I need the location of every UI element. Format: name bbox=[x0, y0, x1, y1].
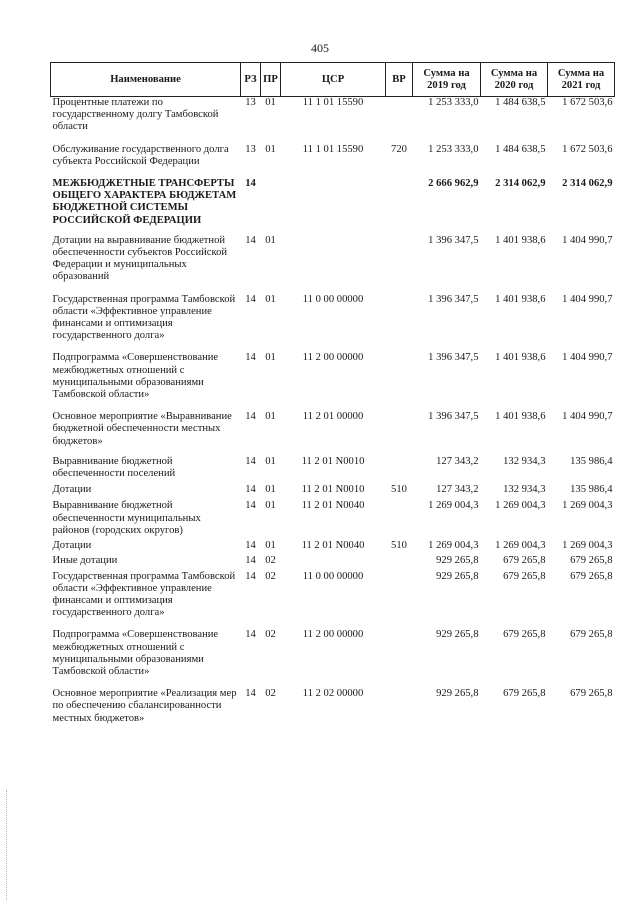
cell-vr bbox=[386, 496, 413, 537]
cell-pr: 01 bbox=[265, 500, 276, 512]
cell-name: Обслуживание государственного долга субъекта Российской Федерации bbox=[52, 143, 229, 167]
cell-rz: 14 bbox=[245, 540, 256, 552]
cell-vr bbox=[386, 97, 413, 134]
cell-sum-2021: 1 404 990,7 bbox=[562, 234, 613, 246]
cell-rz: 14 bbox=[245, 234, 256, 246]
cell-rz: 14 bbox=[245, 484, 256, 496]
header-name: Наименование bbox=[51, 63, 241, 97]
cell-csr: 11 0 00 00000 bbox=[302, 293, 364, 305]
cell-sum-2019: 1 253 333,0 bbox=[428, 97, 479, 108]
cell-csr: 11 2 01 N0040 bbox=[301, 540, 365, 552]
cell-pr: 01 bbox=[265, 234, 276, 246]
cell-rz: 13 bbox=[245, 143, 256, 155]
cell-sum-2021: 1 672 503,6 bbox=[562, 97, 613, 108]
cell-sum-2021: 679 265,8 bbox=[570, 688, 613, 700]
cell-sum-2019: 929 265,8 bbox=[436, 555, 479, 567]
table-row bbox=[51, 97, 615, 134]
budget-table bbox=[50, 62, 615, 725]
table-row bbox=[51, 342, 615, 401]
cell-sum-2021: 1 269 004,3 bbox=[562, 540, 613, 552]
header-sum-2020: Сумма на 2020 год bbox=[481, 63, 548, 97]
header-pr: ПР bbox=[261, 63, 281, 97]
cell-sum-2020: 2 314 062,9 bbox=[495, 178, 546, 190]
cell-vr bbox=[386, 678, 413, 725]
cell-pr: 02 bbox=[265, 629, 276, 641]
cell-name: Процентные платежи по государственному долгу Тамбовской области bbox=[52, 97, 219, 133]
cell-sum-2020: 1 401 938,6 bbox=[495, 234, 546, 246]
cell-sum-2020: 1 484 638,5 bbox=[495, 97, 546, 108]
cell-rz: 13 bbox=[245, 97, 256, 108]
table-row bbox=[51, 134, 615, 168]
cell-name: Государственная программа Тамбовской области «Эффективное управление финансами и оптимизация государственного долга» bbox=[52, 293, 236, 342]
table-row bbox=[51, 537, 615, 552]
cell-sum-2021: 679 265,8 bbox=[570, 555, 613, 567]
cell-pr: 02 bbox=[265, 688, 276, 700]
cell-name: Выравнивание бюджетной обеспеченности поселений bbox=[52, 455, 176, 480]
table-row bbox=[51, 552, 615, 567]
cell-sum-2020: 1 269 004,3 bbox=[495, 540, 546, 552]
table-row bbox=[51, 619, 615, 678]
cell-sum-2021: 2 314 062,9 bbox=[562, 178, 613, 190]
cell-csr: 11 2 00 00000 bbox=[302, 629, 364, 641]
cell-name: Основное мероприятие «Реализация мер по обеспечению сбалансированности местных бюджетов» bbox=[52, 688, 237, 724]
cell-csr: 11 2 01 N0040 bbox=[301, 500, 365, 512]
cell-name: Государственная программа Тамбовской области «Эффективное управление финансами и оптимизация государственного долга» bbox=[52, 570, 236, 619]
cell-sum-2021: 1 404 990,7 bbox=[562, 293, 613, 305]
cell-csr: 11 2 01 N0010 bbox=[301, 455, 365, 467]
cell-sum-2019: 1 396 347,5 bbox=[428, 411, 479, 423]
cell-vr: 510 bbox=[391, 484, 407, 496]
cell-sum-2021: 679 265,8 bbox=[570, 570, 613, 582]
header-rz: РЗ bbox=[241, 63, 261, 97]
cell-csr: 11 1 01 15590 bbox=[302, 143, 364, 155]
cell-sum-2021: 1 672 503,6 bbox=[562, 143, 613, 155]
cell-rz: 14 bbox=[245, 178, 256, 190]
table-header-row bbox=[51, 63, 615, 97]
cell-rz: 14 bbox=[245, 555, 256, 567]
cell-vr: 510 bbox=[391, 540, 407, 552]
cell-name: Подпрограмма «Совершенствование межбюджетных отношений с муниципальными образованиями Тамбовской области» bbox=[52, 629, 219, 677]
cell-sum-2019: 2 666 962,9 bbox=[428, 178, 479, 190]
cell-csr bbox=[281, 227, 386, 284]
cell-rz: 14 bbox=[245, 352, 256, 364]
scan-edge-mark bbox=[6, 790, 9, 900]
header-sum-2019: Сумма на 2019 год bbox=[413, 63, 481, 97]
cell-sum-2020: 679 265,8 bbox=[503, 629, 546, 641]
table-row bbox=[51, 496, 615, 537]
cell-pr: 01 bbox=[265, 143, 276, 155]
cell-rz: 14 bbox=[245, 455, 256, 467]
cell-name: Иные дотации bbox=[52, 555, 118, 567]
cell-sum-2020: 132 934,3 bbox=[503, 455, 546, 467]
cell-csr bbox=[281, 168, 386, 227]
cell-sum-2020: 132 934,3 bbox=[503, 484, 546, 496]
header-sum-2021: Сумма на 2021 год bbox=[548, 63, 615, 97]
cell-sum-2019: 929 265,8 bbox=[436, 570, 479, 582]
cell-vr bbox=[386, 284, 413, 343]
cell-vr bbox=[386, 342, 413, 401]
cell-vr bbox=[386, 552, 413, 567]
table-row bbox=[51, 401, 615, 448]
cell-sum-2019: 1 269 004,3 bbox=[428, 540, 479, 552]
table-row bbox=[51, 168, 615, 227]
cell-sum-2020: 1 269 004,3 bbox=[495, 500, 546, 512]
cell-csr: 11 2 02 00000 bbox=[302, 688, 364, 700]
cell-csr bbox=[281, 552, 386, 567]
cell-sum-2020: 679 265,8 bbox=[503, 570, 546, 582]
cell-pr bbox=[261, 168, 281, 227]
cell-pr: 01 bbox=[265, 484, 276, 496]
cell-csr: 11 2 00 00000 bbox=[302, 352, 364, 364]
cell-pr: 01 bbox=[265, 455, 276, 467]
cell-sum-2020: 679 265,8 bbox=[503, 688, 546, 700]
cell-sum-2021: 135 986,4 bbox=[570, 455, 613, 467]
cell-sum-2021: 679 265,8 bbox=[570, 629, 613, 641]
cell-sum-2019: 929 265,8 bbox=[436, 629, 479, 641]
table-row bbox=[51, 448, 615, 480]
cell-sum-2020: 1 484 638,5 bbox=[495, 143, 546, 155]
cell-vr bbox=[386, 168, 413, 227]
cell-sum-2020: 1 401 938,6 bbox=[495, 293, 546, 305]
cell-name: МЕЖБЮДЖЕТНЫЕ ТРАНСФЕРТЫ ОБЩЕГО ХАРАКТЕРА БЮДЖЕТАМ БЮДЖЕТНОЙ СИСТЕМЫ РОССИЙСКОЙ ФЕДЕРАЦИИ bbox=[52, 178, 237, 226]
header-csr: ЦСР bbox=[281, 63, 386, 97]
cell-sum-2021: 1 269 004,3 bbox=[562, 500, 613, 512]
table-row bbox=[51, 678, 615, 725]
page-number: 405 bbox=[311, 41, 329, 55]
cell-pr: 02 bbox=[265, 555, 276, 567]
cell-sum-2019: 1 396 347,5 bbox=[428, 352, 479, 364]
cell-rz: 14 bbox=[245, 629, 256, 641]
cell-pr: 01 bbox=[265, 97, 276, 108]
cell-csr: 11 2 01 N0010 bbox=[301, 484, 365, 496]
cell-vr bbox=[386, 227, 413, 284]
cell-pr: 02 bbox=[265, 570, 276, 582]
cell-sum-2019: 1 269 004,3 bbox=[428, 500, 479, 512]
cell-csr: 11 0 00 00000 bbox=[302, 570, 364, 582]
cell-vr: 720 bbox=[391, 143, 407, 155]
cell-rz: 14 bbox=[245, 570, 256, 582]
cell-sum-2019: 1 396 347,5 bbox=[428, 234, 479, 246]
cell-pr: 01 bbox=[265, 540, 276, 552]
cell-sum-2019: 929 265,8 bbox=[436, 688, 479, 700]
cell-rz: 14 bbox=[245, 411, 256, 423]
cell-sum-2019: 1 396 347,5 bbox=[428, 293, 479, 305]
cell-rz: 14 bbox=[245, 688, 256, 700]
cell-vr bbox=[386, 401, 413, 448]
cell-vr bbox=[386, 448, 413, 480]
cell-rz: 14 bbox=[245, 293, 256, 305]
cell-sum-2021: 1 404 990,7 bbox=[562, 352, 613, 364]
cell-sum-2019: 127 343,2 bbox=[436, 455, 479, 467]
cell-name: Дотации на выравнивание бюджетной обеспеченности субъектов Российской Федерации и муниципальных образований bbox=[52, 234, 228, 283]
cell-name: Основное мероприятие «Выравнивание бюджетной обеспеченности местных бюджетов» bbox=[52, 411, 232, 447]
cell-sum-2020: 679 265,8 bbox=[503, 555, 546, 567]
table-row bbox=[51, 568, 615, 620]
cell-pr: 01 bbox=[265, 411, 276, 423]
cell-pr: 01 bbox=[265, 352, 276, 364]
cell-csr: 11 1 01 15590 bbox=[302, 97, 364, 108]
cell-pr: 01 bbox=[265, 293, 276, 305]
cell-sum-2019: 1 253 333,0 bbox=[428, 143, 479, 155]
cell-name: Дотации bbox=[52, 540, 92, 552]
cell-name: Дотации bbox=[52, 484, 92, 496]
table-row bbox=[51, 227, 615, 284]
header-vr: ВР bbox=[386, 63, 413, 97]
cell-sum-2020: 1 401 938,6 bbox=[495, 352, 546, 364]
table-row bbox=[51, 284, 615, 343]
cell-sum-2021: 1 404 990,7 bbox=[562, 411, 613, 423]
cell-rz: 14 bbox=[245, 500, 256, 512]
cell-sum-2021: 135 986,4 bbox=[570, 484, 613, 496]
cell-sum-2020: 1 401 938,6 bbox=[495, 411, 546, 423]
table-row bbox=[51, 480, 615, 496]
cell-csr: 11 2 01 00000 bbox=[302, 411, 364, 423]
cell-name: Подпрограмма «Совершенствование межбюджетных отношений с муниципальными образованиями Тамбовской области» bbox=[52, 352, 219, 401]
cell-vr bbox=[386, 568, 413, 620]
cell-sum-2019: 127 343,2 bbox=[436, 484, 479, 496]
cell-vr bbox=[386, 619, 413, 678]
cell-name: Выравнивание бюджетной обеспеченности муниципальных районов (городских округов) bbox=[52, 500, 201, 536]
